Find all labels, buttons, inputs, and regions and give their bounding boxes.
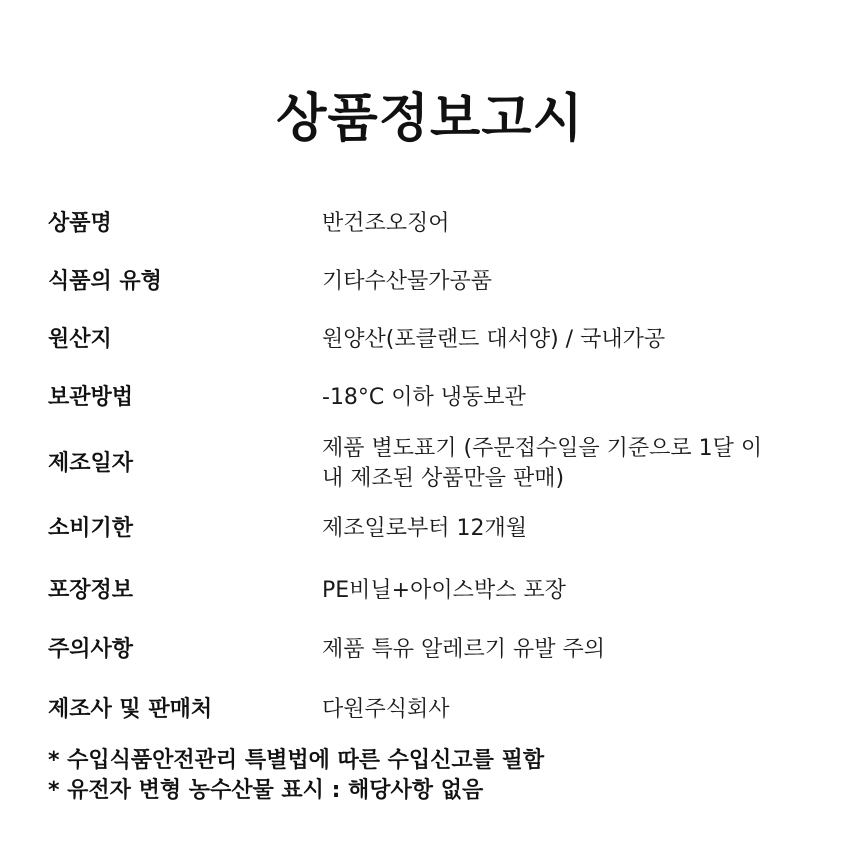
note-gmo: * 유전자 변형 농수산물 표시 : 해당사항 없음 bbox=[48, 778, 484, 803]
value-food-type: 기타수산물가공품 bbox=[322, 269, 493, 294]
info-row-manufacturer bbox=[48, 695, 818, 725]
info-row-origin bbox=[48, 325, 818, 355]
notes bbox=[48, 746, 828, 806]
info-row-packaging bbox=[48, 576, 818, 606]
value-expiration: 제조일로부터 12개월 bbox=[322, 516, 528, 541]
label-storage: 보관방법 bbox=[48, 385, 134, 410]
label-expiration: 소비기한 bbox=[48, 516, 134, 541]
value-manufacture-date bbox=[322, 434, 818, 494]
info-row-product-name bbox=[48, 209, 818, 239]
label-manufacture-date: 제조일자 bbox=[48, 451, 134, 476]
label-origin: 원산지 bbox=[48, 327, 112, 352]
label-caution: 주의사항 bbox=[48, 637, 134, 662]
label-packaging: 포장정보 bbox=[48, 578, 134, 603]
note-import-declaration: * 수입식품안전관리 특별법에 따른 수입신고를 필함 bbox=[48, 748, 545, 773]
info-row-expiration bbox=[48, 514, 818, 544]
page-title: 상품정보고시 bbox=[276, 89, 584, 149]
value-manufacture-date-line-2: 내 제조된 상품만을 판매) bbox=[322, 466, 565, 491]
value-product-name: 반건조오징어 bbox=[322, 211, 450, 236]
value-manufacturer: 다원주식회사 bbox=[322, 697, 450, 722]
value-packaging: PE비닐+아이스박스 포장 bbox=[322, 578, 566, 603]
info-row-food-type bbox=[48, 267, 818, 297]
value-origin: 원양산(포클랜드 대서양) / 국내가공 bbox=[322, 327, 666, 352]
value-storage: -18°C 이하 냉동보관 bbox=[322, 385, 526, 410]
info-row-manufacture-date bbox=[48, 434, 818, 494]
label-manufacturer: 제조사 및 판매처 bbox=[48, 697, 213, 722]
info-row-caution bbox=[48, 635, 818, 665]
label-product-name: 상품명 bbox=[48, 211, 112, 236]
info-row-storage bbox=[48, 383, 818, 413]
value-caution: 제품 특유 알레르기 유발 주의 bbox=[322, 637, 605, 662]
label-food-type: 식품의 유형 bbox=[48, 269, 162, 294]
value-manufacture-date-line-1: 제품 별도표기 (주문접수일을 기준으로 1달 이 bbox=[322, 436, 763, 461]
